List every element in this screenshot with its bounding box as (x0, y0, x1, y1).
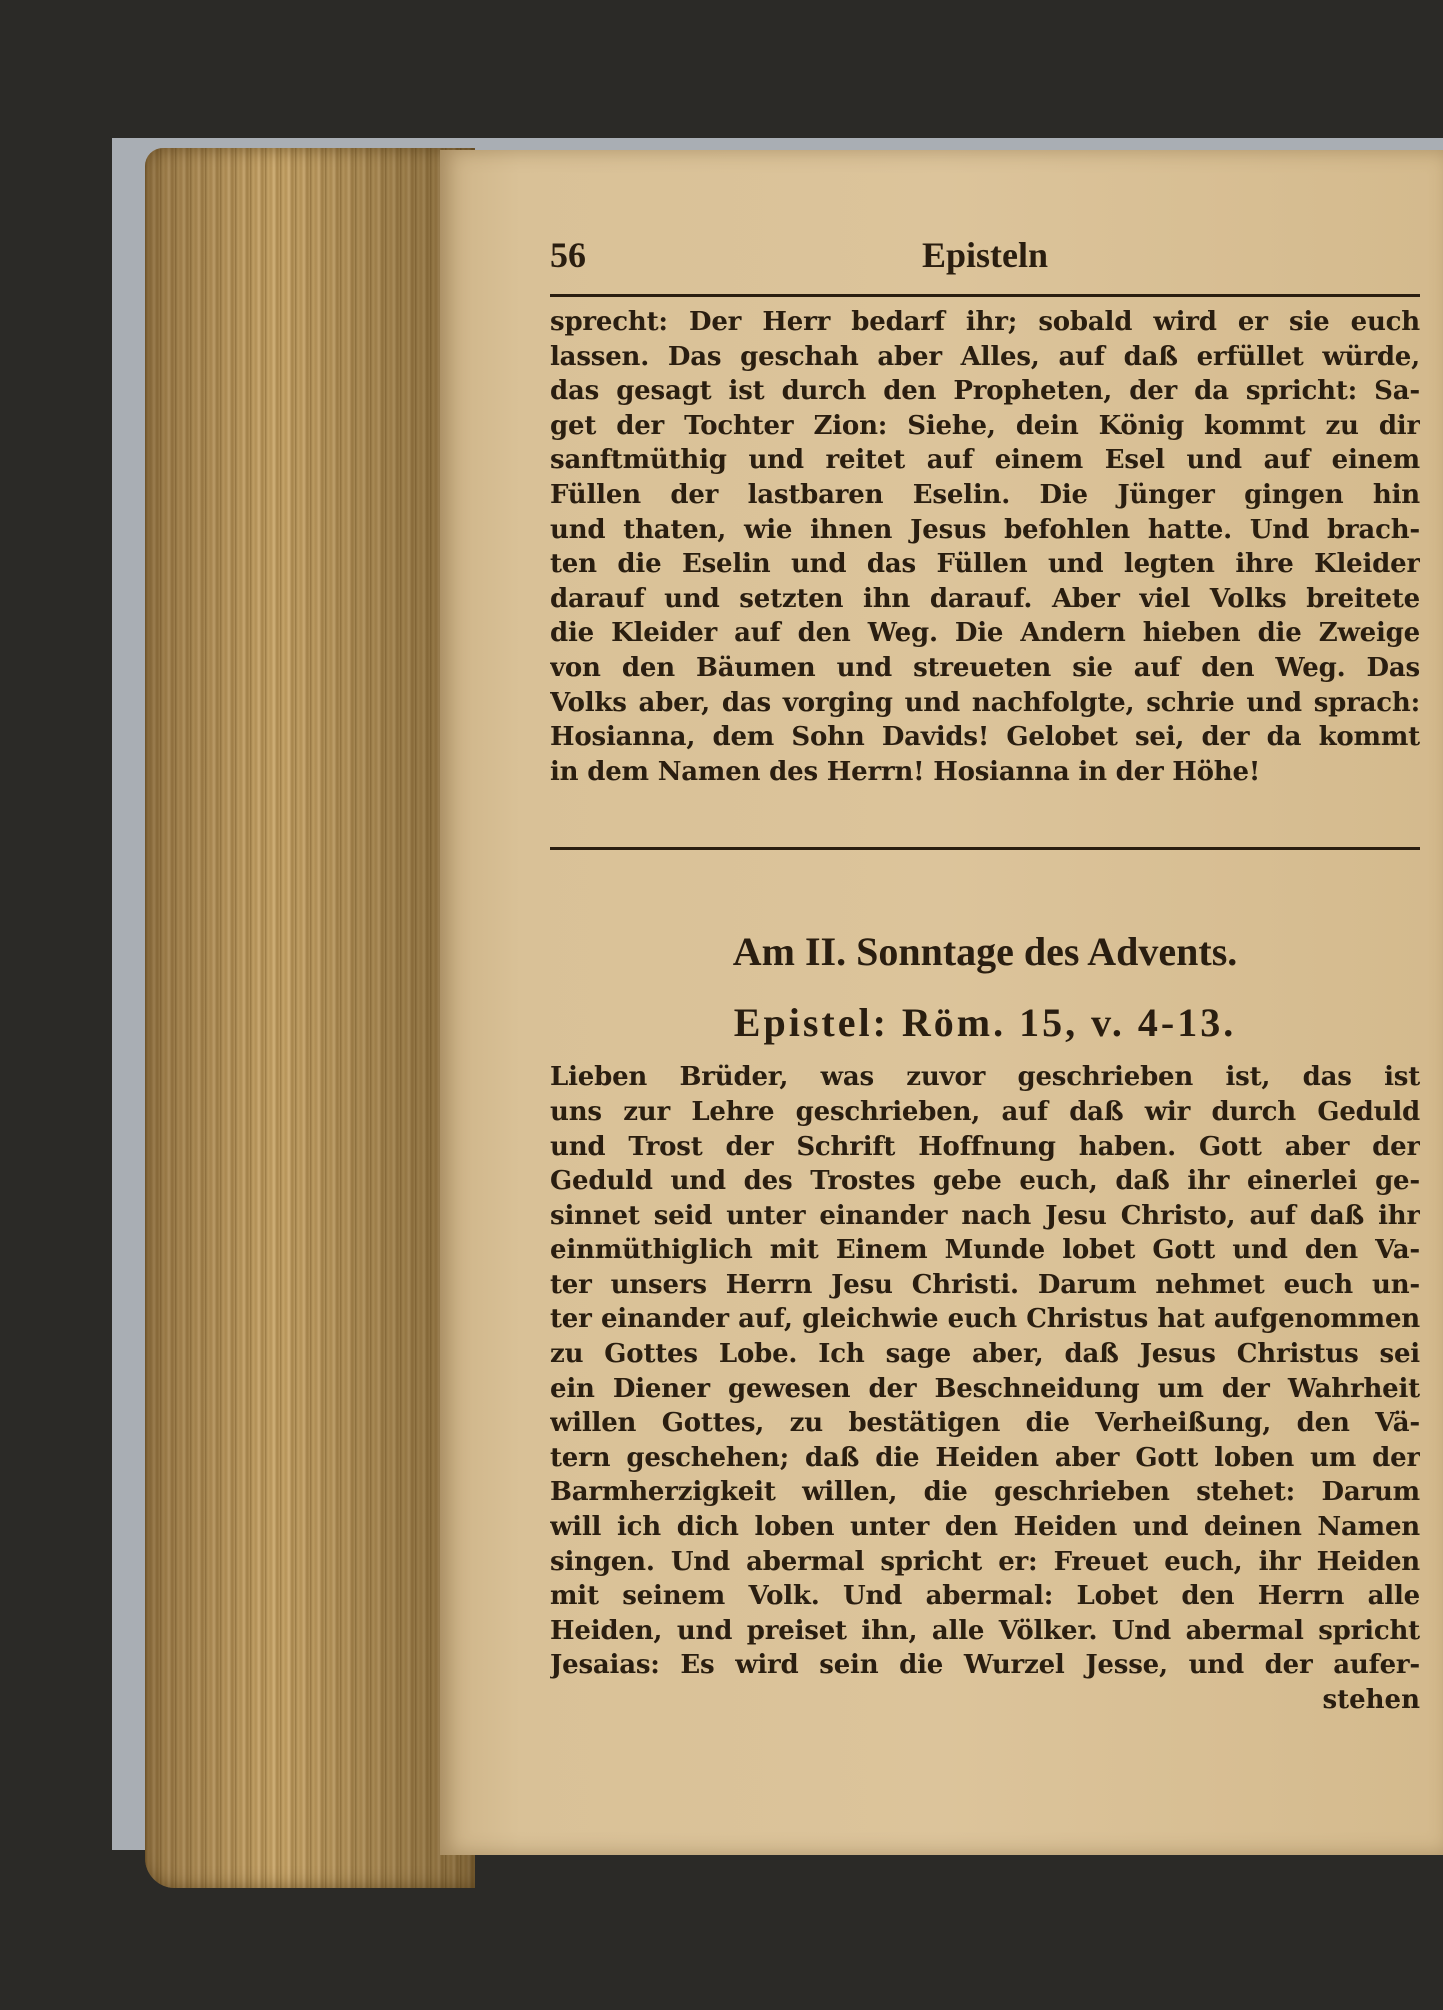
text-line: von den Bäumen und streueten sie auf den Weg. Das (550, 652, 1420, 683)
section-title: Am II. Sonntage des Advents. (732, 929, 1238, 975)
text-line: mit seinem Volk. Und abermal: Lobet den Herrn alle (550, 1581, 1420, 1612)
text-line: uns zur Lehre geschrieben, auf daß wir durch Geduld (550, 1096, 1420, 1127)
text-line: das gesagt ist durch den Propheten, der da spricht: Sa- (550, 376, 1420, 407)
text-line: die Kleider auf den Weg. Die Andern hieben die Zweige (550, 618, 1420, 649)
text-line: in dem Namen des Herrn! Hosianna in der Höhe! (550, 756, 1261, 787)
page-content (550, 234, 1420, 1717)
text-line: und thaten, wie ihnen Jesus befohlen hatte. Und brach- (550, 514, 1420, 545)
passage-two (550, 1060, 1420, 1683)
page-number: 56 (550, 235, 586, 275)
section-subtitle: Epistel: Röm. 15, v. 4-13. (733, 1000, 1237, 1046)
text-line: tern geschehen; daß die Heiden aber Gott loben um der (550, 1442, 1420, 1473)
text-line: sprecht: Der Herr bedarf ihr; sobald wird er sie euch (550, 307, 1420, 337)
text-line: ein Diener gewesen der Beschneidung um der Wahrheit (550, 1373, 1420, 1404)
text-line: ten die Eselin und das Füllen und legten ihre Kleider (550, 549, 1420, 580)
text-line: will ich dich loben unter den Heiden und deinen Namen (550, 1512, 1420, 1543)
header-rule (550, 294, 1420, 297)
catchword: stehen (1322, 1685, 1420, 1715)
text-line: Volks aber, das vorging und nachfolgte, schrie und sprach: (550, 687, 1420, 718)
book-page (440, 150, 1443, 1855)
text-line: Hosianna, dem Sohn Davids! Gelobet sei, der da kommt (550, 722, 1420, 753)
text-line: darauf und setzten ihn darauf. Aber viel Volks breitete (550, 583, 1420, 614)
text-line: sanftmüthig und reitet auf einem Esel und auf einem (550, 445, 1420, 476)
book-page-edges (145, 148, 475, 1888)
text-line: lassen. Das geschah aber Alles, auf daß erfüllet würde, (550, 341, 1420, 372)
text-line: Geduld und des Trostes gebe euch, daß ihr einerlei ge- (550, 1166, 1420, 1197)
text-line: ter einander auf, gleichwie euch Christus hat aufgenommen (550, 1304, 1420, 1335)
passage-one (550, 305, 1420, 789)
text-line: Heiden, und preiset ihn, alle Völker. Und abermal spricht (550, 1615, 1420, 1646)
text-line: zu Gottes Lobe. Ich sage aber, daß Jesus Christus sei (550, 1339, 1420, 1370)
text-line: Füllen der lastbaren Eselin. Die Jünger gingen hin (550, 479, 1420, 510)
text-line: get der Tochter Zion: Siehe, dein König kommt zu dir (550, 410, 1420, 441)
text-line: ter unsers Herrn Jesu Christi. Darum nehmet euch un- (550, 1269, 1420, 1300)
text-line: Barmherzigkeit willen, die geschrieben stehet: Darum (550, 1477, 1420, 1508)
section-divider (550, 847, 1420, 850)
text-line: Jesaias: Es wird sein die Wurzel Jesse, und der aufer- (550, 1650, 1420, 1681)
text-line: und Trost der Schrift Hoffnung haben. Gott aber der (550, 1131, 1420, 1162)
text-line: singen. Und abermal spricht er: Freuet euch, ihr Heiden (550, 1546, 1420, 1577)
text-line: sinnet seid unter einander nach Jesu Christo, auf daß ihr (550, 1200, 1420, 1231)
text-line: Lieben Brüder, was zuvor geschrieben ist, das ist (550, 1062, 1420, 1093)
page-header (550, 234, 1420, 294)
text-line: einmüthiglich mit Einem Munde lobet Gott und den Va- (550, 1235, 1420, 1266)
running-title: Episteln (921, 235, 1049, 275)
text-line: willen Gottes, zu bestätigen die Verheißung, den Vä- (550, 1408, 1420, 1439)
